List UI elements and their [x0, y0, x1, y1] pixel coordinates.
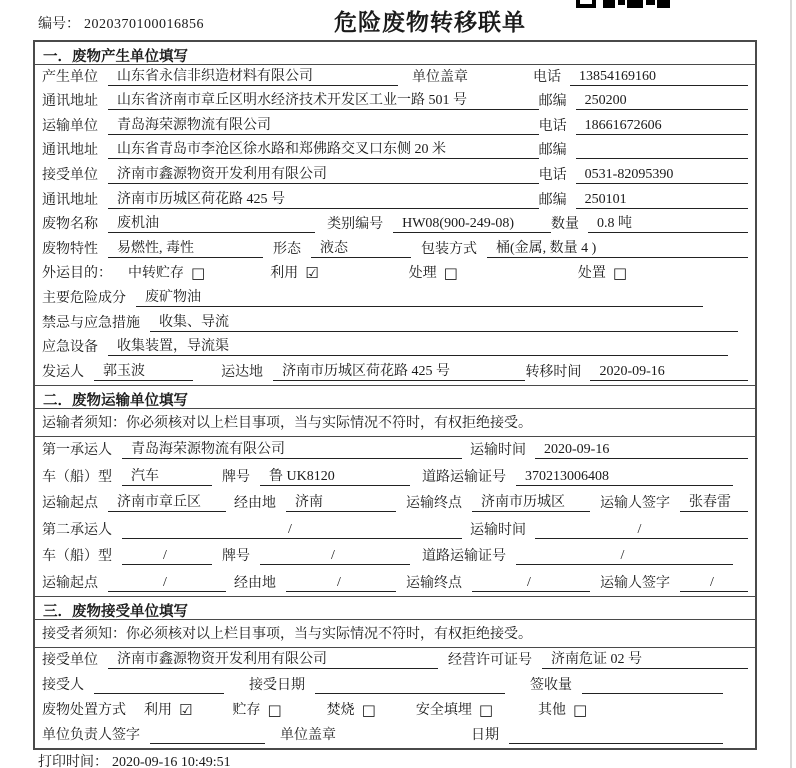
- quantity-label: 数量: [550, 217, 579, 233]
- qr-block: [576, 0, 596, 8]
- transporter-sign-label: 运输人签字: [600, 575, 670, 591]
- row-receiver-notice: [35, 620, 755, 648]
- section-transport: [35, 385, 755, 596]
- acceptor-label: 接受人: [42, 677, 84, 693]
- waste-name-label: 废物名称: [42, 217, 98, 233]
- receiver-zip-group: [539, 189, 748, 209]
- route-via-label: 经由地: [234, 575, 276, 591]
- transport-phone-value: 18661672606: [576, 118, 748, 135]
- row-vehicle1: [35, 463, 755, 490]
- route-end-label: 运输终点: [406, 496, 462, 512]
- doc-number-label: 编号：: [38, 17, 80, 32]
- checkbox-other: [538, 699, 587, 719]
- accept-date-value: [315, 693, 505, 694]
- producer-zip-group: [539, 90, 748, 110]
- section2-header: 二．废物运输单位填写: [35, 386, 755, 409]
- route2-end-value: /: [472, 575, 590, 592]
- address-label: 通讯地址: [42, 143, 98, 159]
- plate-label: 牌号: [222, 549, 250, 565]
- checkbox-label: 利用: [270, 266, 299, 282]
- road-license2-value: /: [516, 548, 733, 565]
- unit-seal-label: 单位盖章: [412, 69, 468, 85]
- checkbox-treat: [409, 262, 458, 282]
- row-shipper: [35, 360, 755, 385]
- checkbox-label: 安全填埋: [415, 702, 472, 718]
- checkbox-label: 处理: [408, 266, 437, 282]
- route-start-label: 运输起点: [42, 496, 98, 512]
- qr-block: [657, 0, 670, 8]
- transport-unit-value: 青岛海荣源物流有限公司: [108, 114, 539, 135]
- notice-text: 你必须核对以上栏目事项，当与实际情况不符时，有权拒绝接受。: [126, 627, 532, 643]
- emergency-value: 收集、导流: [150, 311, 738, 332]
- row-responsible-sign: [35, 723, 755, 748]
- transport-time-label: 运输时间: [470, 522, 526, 538]
- responsible-sign-value: [150, 743, 265, 744]
- producer-unit-label: 产生单位: [42, 69, 98, 85]
- shipper-value: 郭玉波: [94, 360, 193, 381]
- route-end-label: 运输终点: [406, 575, 462, 591]
- vehicle-type2-value: /: [122, 548, 212, 565]
- phone-label: 电话: [538, 118, 567, 134]
- receiver-unit-value: 济南市鑫源物资开发利用有限公司: [108, 163, 539, 184]
- carrier2-label: 第二承运人: [42, 522, 112, 538]
- road-license-label: 道路运输证号: [422, 549, 506, 565]
- notice-label: 运输者须知：: [42, 416, 126, 432]
- qr-block: [627, 0, 643, 8]
- notice-label: 接受者须知：: [42, 627, 126, 643]
- producer-zip-value: 250200: [576, 93, 748, 110]
- carrier1-label: 第一承运人: [42, 443, 112, 459]
- checkbox-icon: □: [443, 264, 458, 283]
- date-value: [509, 743, 723, 744]
- route-via-label: 经由地: [234, 496, 276, 512]
- signed-qty-label: 签收量: [530, 677, 572, 693]
- acceptor-value: [94, 693, 224, 694]
- vehicle-type-label: 车（船）型: [42, 549, 112, 565]
- transporter-sign-label: 运输人签字: [600, 496, 670, 512]
- checkbox-safe-landfill: [416, 699, 493, 719]
- print-time-label: 打印时间：: [38, 755, 108, 768]
- row-disposal-method: [35, 698, 755, 723]
- vehicle-type-label: 车（船）型: [42, 469, 112, 485]
- hazard-label: 主要危险成分: [42, 290, 126, 306]
- signed-qty-value: [582, 693, 723, 694]
- checkbox-icon: □: [612, 264, 628, 283]
- checkbox-label: 中转贮存: [128, 266, 184, 282]
- row-producer-unit: [35, 65, 755, 90]
- phone-label: 电话: [533, 69, 561, 85]
- transport-time-label: 运输时间: [470, 443, 526, 459]
- destination-label: 运达地: [221, 364, 264, 380]
- manifest-table: [33, 40, 757, 750]
- transport-address-value: 山东省青岛市李沧区徐水路和郑佛路交叉口东侧 20 米: [108, 138, 539, 159]
- transport-zip-value: [576, 158, 748, 159]
- quantity-group: [551, 212, 748, 233]
- emergency-label: 禁忌与应急措施: [42, 315, 140, 331]
- category-label: 类别编号: [327, 217, 384, 233]
- category-value: HW08(900-249-08): [393, 216, 551, 233]
- transporter-sign2-value: /: [680, 575, 748, 592]
- qr-block: [603, 0, 615, 8]
- waste-property-value: 易燃性, 毒性: [108, 237, 263, 258]
- row-vehicle2: [35, 543, 755, 570]
- producer-phone-value: 13854169160: [570, 69, 748, 86]
- route-start-label: 运输起点: [42, 575, 98, 591]
- checkbox-icon: □: [478, 700, 494, 719]
- print-time-value: 2020-09-16 10:49:51: [112, 755, 231, 768]
- checkbox-label: 焚烧: [326, 702, 355, 718]
- transfer-time-group: [525, 361, 748, 381]
- row-waste-property: [35, 237, 755, 262]
- destination-value: 济南市历城区荷花路 425 号: [273, 360, 525, 381]
- transport-time2-value: /: [535, 522, 748, 539]
- receiver-unit-label: 接受单位: [42, 167, 98, 183]
- vehicle-type-value: 汽车: [122, 465, 212, 486]
- receiver-phone-group: [539, 164, 748, 184]
- route-end-value: 济南市历城区: [472, 491, 590, 512]
- receiver-address-value: 济南市历城区荷花路 425 号: [108, 188, 539, 209]
- qr-code-fragment: [576, 0, 670, 9]
- packing-value: 桶(金属, 数量 4 ): [487, 237, 748, 258]
- checkbox-utilize: [270, 262, 318, 282]
- section1-header: 一．废物产生单位填写: [35, 42, 755, 65]
- receiver-phone-value: 0531-82095390: [576, 167, 748, 184]
- route-start-value: 济南市章丘区: [108, 491, 226, 512]
- transfer-time-label: 转移时间: [525, 364, 582, 380]
- checkbox-icon: □: [191, 264, 206, 283]
- responsible-sign-label: 单位负责人签字: [42, 727, 140, 743]
- route2-start-value: /: [108, 575, 226, 592]
- producer-unit-value: 山东省永信非织造材料有限公司: [108, 65, 398, 86]
- receiver-zip-value: 250101: [576, 192, 748, 209]
- road-license-value: 370213006408: [516, 469, 733, 486]
- accept-unit-label: 接受单位: [42, 652, 98, 668]
- checkbox-icon: □: [267, 700, 282, 719]
- hazard-value: 废矿物油: [136, 286, 703, 307]
- transport-phone-group: [539, 115, 748, 135]
- carrier1-value: 青岛海荣源物流有限公司: [122, 438, 462, 459]
- page-right-edge: [790, 0, 792, 768]
- plate-label: 牌号: [222, 469, 250, 485]
- checkbox-icon: □: [361, 700, 376, 719]
- row-transport-notice: [35, 409, 755, 437]
- row-route2: [35, 569, 755, 596]
- row-producer-address: [35, 90, 755, 115]
- checkbox-checked-icon: ☑: [179, 700, 193, 719]
- carrier2-value: /: [122, 522, 462, 539]
- shipper-label: 发运人: [42, 364, 84, 380]
- transport-time2-group: [470, 519, 748, 539]
- phone-label: 电话: [538, 167, 567, 183]
- qr-block: [618, 0, 625, 5]
- accept-unit-value: 济南市鑫源物资开发利用有限公司: [108, 648, 438, 669]
- business-license-label: 经营许可证号: [448, 652, 532, 668]
- doc-number: [38, 13, 204, 33]
- form-label: 形态: [273, 241, 301, 257]
- row-receiver-unit: [35, 163, 755, 188]
- plate2-value: /: [260, 548, 410, 565]
- waste-name-value: 废机油: [108, 212, 315, 233]
- packing-label: 包装方式: [421, 241, 477, 257]
- section-producer: [35, 42, 755, 385]
- route-via-value: 济南: [286, 491, 396, 512]
- print-time: [38, 751, 231, 768]
- row-first-carrier: [35, 437, 755, 464]
- address-label: 通讯地址: [42, 94, 98, 110]
- qr-block: [646, 0, 655, 5]
- row-route1: [35, 490, 755, 517]
- transporter-sign-value: 张春雷: [680, 491, 748, 512]
- zip-label: 邮编: [538, 143, 567, 159]
- page-title: 危险废物转移联单: [334, 10, 526, 35]
- section3-header: 三．废物接受单位填写: [35, 597, 755, 620]
- producer-address-value: 山东省济南市章丘区明水经济技术开发区工业一路 501 号: [108, 89, 539, 110]
- producer-phone-group: [533, 66, 748, 86]
- row-accept-unit: [35, 648, 755, 673]
- date-label: 日期: [471, 727, 499, 743]
- checkbox-incinerate: [327, 699, 376, 719]
- notice-text: 你必须核对以上栏目事项，当与实际情况不符时，有权拒绝接受。: [126, 416, 532, 432]
- checkbox-transfer-storage: [128, 262, 205, 282]
- checkbox-label: 利用: [144, 702, 172, 718]
- checkbox-checked-icon: ☑: [305, 264, 319, 283]
- row-emergency-equipment: [35, 336, 755, 361]
- quantity-value: 0.8 吨: [588, 212, 748, 233]
- row-acceptor: [35, 673, 755, 698]
- waste-property-label: 废物特性: [42, 241, 98, 257]
- checkbox-label: 其他: [538, 702, 567, 718]
- row-transport-address: [35, 139, 755, 164]
- disposal-method-label: 废物处置方式: [42, 702, 126, 718]
- equipment-value: 收集装置，导流渠: [108, 335, 728, 356]
- checkbox-utilize: [144, 699, 192, 719]
- transport-zip-group: [539, 139, 748, 159]
- checkbox-label: 处置: [577, 266, 606, 282]
- doc-number-value: 2020370100016856: [84, 17, 204, 32]
- business-license-value: 济南危证 02 号: [542, 648, 748, 669]
- row-waste-name: [35, 213, 755, 238]
- unit-seal-label: 单位盖章: [280, 727, 336, 743]
- row-emergency-measures: [35, 311, 755, 336]
- checkbox-icon: □: [573, 700, 588, 719]
- zip-label: 邮编: [538, 94, 567, 110]
- checkbox-label: 贮存: [232, 702, 261, 718]
- address-label: 通讯地址: [42, 192, 98, 208]
- form-value: 液态: [311, 237, 411, 258]
- checkbox-storage: [232, 699, 281, 719]
- accept-date-label: 接受日期: [249, 677, 305, 693]
- transport-unit-label: 运输单位: [42, 118, 98, 134]
- row-second-carrier: [35, 516, 755, 543]
- section-receiver: [35, 596, 755, 748]
- row-purpose: [35, 262, 755, 287]
- purpose-label: 外运目的：: [42, 266, 112, 282]
- equipment-label: 应急设备: [42, 340, 98, 356]
- zip-label: 邮编: [538, 192, 567, 208]
- route2-via-value: /: [286, 575, 396, 592]
- road-license-label: 道路运输证号: [422, 469, 506, 485]
- row-hazard-component: [35, 286, 755, 311]
- transport-time-value: 2020-09-16: [535, 442, 748, 459]
- row-receiver-address: [35, 188, 755, 213]
- row-transport-unit: [35, 114, 755, 139]
- plate-value: 鲁 UK8120: [260, 465, 410, 486]
- transfer-time-value: 2020-09-16: [590, 364, 748, 381]
- transport-time-group: [470, 439, 748, 459]
- checkbox-dispose: [578, 262, 627, 282]
